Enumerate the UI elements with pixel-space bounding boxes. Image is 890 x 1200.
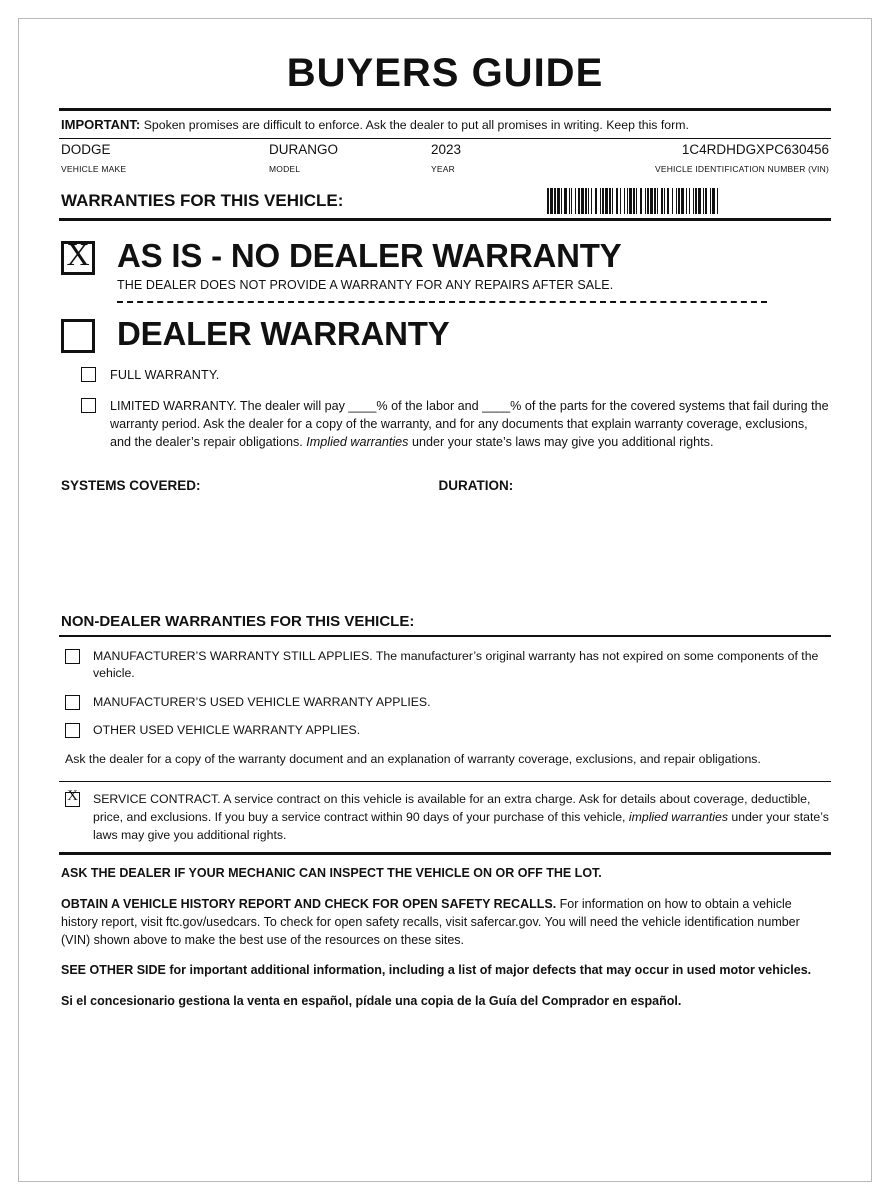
- service-contract-label: [93, 791, 831, 844]
- manufacturer-warranty-label: MANUFACTURER’S WARRANTY STILL APPLIES. The manufacturer’s original warranty has not expired on some components of the vehicle.: [93, 648, 819, 681]
- non-dealer-heading: NON-DEALER WARRANTIES FOR THIS VEHICLE:: [61, 612, 415, 630]
- warranties-heading: WARRANTIES FOR THIS VEHICLE:: [61, 191, 344, 210]
- non-dealer-note: Ask the dealer for a copy of the warranty document and an explanation of warranty coverage, exclusions, and repair obligations.: [65, 752, 761, 767]
- manufacturer-used-warranty-checkbox[interactable]: [65, 695, 80, 710]
- full-warranty-label: FULL WARRANTY.: [110, 367, 220, 382]
- footer-history: [61, 896, 829, 949]
- non-dealer-item-1: [59, 648, 831, 683]
- limited-warranty-text-2: under your state’s laws may give you additional rights.: [408, 435, 714, 450]
- as-is-checkmark: X: [66, 236, 90, 272]
- systems-covered-row: [59, 478, 831, 493]
- vehicle-info: [59, 142, 831, 188]
- vehicle-make-field: [61, 142, 126, 174]
- footer-history-bold: OBTAIN A VEHICLE HISTORY REPORT AND CHECK FOR OPEN SAFETY RECALLS.: [61, 897, 557, 912]
- important-notice: [59, 111, 831, 138]
- dealer-warranty-section: [59, 314, 831, 353]
- dealer-warranty-checkbox[interactable]: [61, 319, 95, 353]
- page-title: BUYERS GUIDE: [286, 51, 604, 95]
- vehicle-year-field: [431, 142, 461, 174]
- service-contract-section: [59, 782, 831, 844]
- limited-warranty-option: [59, 397, 831, 452]
- service-contract-italic: implied warranties: [628, 809, 728, 824]
- limited-warranty-checkbox[interactable]: [81, 398, 96, 413]
- full-warranty-checkbox[interactable]: [81, 367, 96, 382]
- as-is-heading: AS IS - NO DEALER WARRANTY: [117, 237, 622, 274]
- vehicle-model-field: [269, 142, 338, 174]
- service-contract-checkmark: X: [67, 787, 78, 804]
- manufacturer-used-warranty-label: MANUFACTURER’S USED VEHICLE WARRANTY APPLIES.: [93, 694, 431, 709]
- divider-non-dealer: [59, 635, 831, 637]
- systems-covered-blank-area: [59, 493, 831, 613]
- non-dealer-item-3: [59, 722, 831, 739]
- service-contract-text-2: under your state’s laws may give you additional rights.: [93, 809, 829, 842]
- other-used-warranty-label: OTHER USED VEHICLE WARRANTY APPLIES.: [93, 723, 361, 738]
- buyers-guide-sheet: [18, 18, 872, 1182]
- vehicle-model-value: DURANGO: [269, 142, 339, 157]
- important-label: IMPORTANT:: [61, 117, 141, 132]
- divider-warranties: [59, 218, 831, 221]
- footer-other-side: [61, 962, 829, 980]
- vehicle-make-value: DODGE: [61, 142, 111, 157]
- footer-history-rest: For information on how to obtain a vehicle history report, visit ftc.gov/usedcars. To check for open safety recalls, visit safercar.gov. You will need the vehicle identification number (VIN) shown above to make the best use of the resources on these sites.: [61, 897, 800, 947]
- non-dealer-item-2: [59, 694, 831, 711]
- vehicle-make-label: VEHICLE MAKE: [61, 164, 127, 174]
- important-text: Spoken promises are difficult to enforce. Ask the dealer to put all promises in writing. Keep this form.: [143, 118, 689, 132]
- as-is-subtext: THE DEALER DOES NOT PROVIDE A WARRANTY FOR ANY REPAIRS AFTER SALE.: [117, 277, 614, 292]
- service-contract-text-1: SERVICE CONTRACT. A service contract on this vehicle is available for an extra charge. Ask for details about coverage, deductible, price, and exclusions. If you buy a service contract within 90 days of your purchase of this vehicle,: [93, 791, 811, 824]
- dashed-divider: [117, 301, 767, 303]
- vehicle-vin-field: [655, 142, 829, 174]
- systems-covered-label: SYSTEMS COVERED:: [61, 477, 201, 493]
- as-is-section: [59, 236, 831, 303]
- barcode-space: [718, 188, 720, 214]
- footer-inspect: ASK THE DEALER IF YOUR MECHANIC CAN INSPECT THE VEHICLE ON OR OFF THE LOT.: [61, 866, 602, 881]
- footer-other-side-bold: SEE OTHER SIDE: [61, 963, 166, 978]
- duration-label: DURATION:: [438, 477, 514, 493]
- footer-other-side-rest: for important additional information, including a list of major defects that may occur in used motor vehicles.: [165, 963, 812, 978]
- vehicle-vin-value: 1C4RDHDGXPC630456: [681, 142, 829, 157]
- service-contract-checkbox[interactable]: [65, 787, 80, 807]
- vehicle-year-label: YEAR: [431, 164, 455, 174]
- limited-warranty-italic: Implied warranties: [306, 435, 409, 450]
- as-is-checkbox[interactable]: [61, 236, 95, 275]
- limited-warranty-label: [110, 397, 831, 452]
- divider-important-bottom: [59, 138, 831, 139]
- other-used-warranty-checkbox[interactable]: [65, 723, 80, 738]
- limited-warranty-text-1: LIMITED WARRANTY. The dealer will pay ____% of the labor and ____% of the parts for the covered systems that fail during the warranty period. Ask the dealer for a copy of the warranty, and for any documents that explain warranty coverage, exclusions, and the dealer’s repair obligations.: [110, 398, 829, 450]
- vehicle-year-value: 2023: [431, 142, 462, 157]
- footer-section: [59, 855, 831, 1011]
- vehicle-vin-label: VEHICLE IDENTIFICATION NUMBER (VIN): [654, 164, 829, 174]
- dealer-warranty-heading: DEALER WARRANTY: [117, 314, 450, 352]
- vehicle-model-label: MODEL: [269, 164, 301, 174]
- full-warranty-option: [59, 366, 831, 384]
- vin-barcode: [547, 188, 829, 214]
- warranties-heading-row: [59, 188, 831, 218]
- footer-spanish: Si el concesionario gestiona la venta en español, pídale una copia de la Guía del Comprador en español.: [61, 994, 682, 1009]
- manufacturer-warranty-checkbox[interactable]: [65, 649, 80, 664]
